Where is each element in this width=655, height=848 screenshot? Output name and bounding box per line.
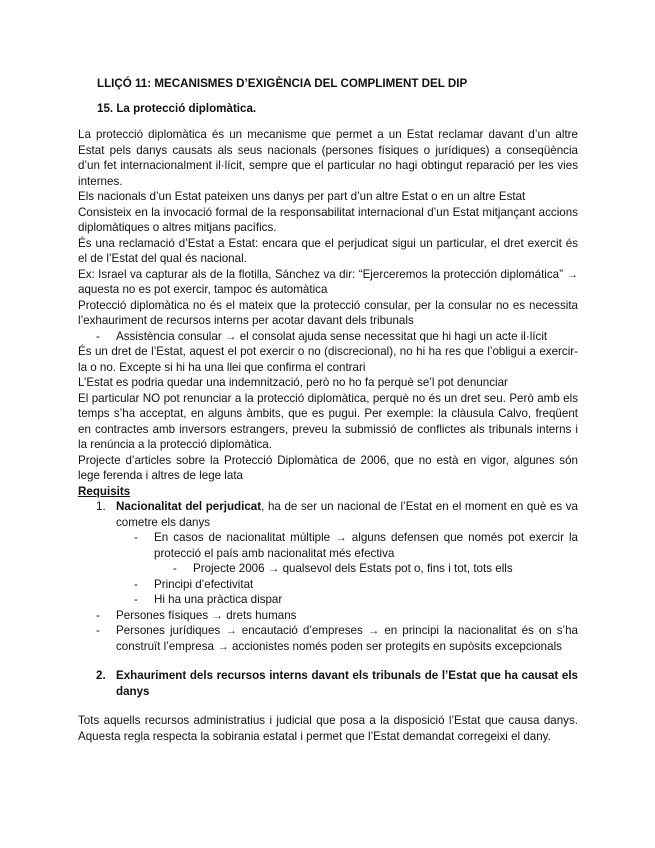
list-item (134, 592, 578, 608)
list-item (134, 577, 578, 593)
dash-marker: - (96, 624, 100, 637)
list-item-rest: , ha de ser un nacional de l’Estat en el moment en què es va cometre els danys (116, 500, 578, 529)
list-item (134, 530, 578, 561)
list-item-text: En casos de nacionalitat múltiple → alguns defensen que només pot exercir la protecció el país amb nacionalitat més efectiva (154, 531, 578, 560)
list-item-text: Persones jurídiques → encautació d’empreses → en principi la nacionalitat és on s’ha construït l’empresa → accionistes només poden ser protegits en supòsits excepcionals (116, 624, 578, 653)
paragraph: L’Estat es podria quedar una indemnització, però no ho fa perquè se’l pot denunciar (78, 376, 508, 389)
list-number: 2. (96, 669, 106, 682)
dash-marker: - (96, 608, 100, 622)
paragraph: Projecte d’articles sobre la Protecció Diplomàtica de 2006, que no està en vigor, algunes són lege ferenda i altres de lege lata (78, 453, 578, 482)
list-item-text: Hi ha una pràctica dispar (154, 593, 283, 606)
list-item-text: Assistència consular → el consolat ajuda sense necessitat que hi hagi un acte il·lícit (116, 329, 548, 343)
list-item (96, 668, 578, 699)
requisits-heading: Requisits (78, 484, 131, 498)
paragraph: Ex: Israel va capturar als de la flotilla, Sánchez va dir: “Ejerceremos la protección diplomática” → aquesta no es pot exercir, tampoc és automàtica (78, 267, 578, 296)
paragraph: Consisteix en la invocació formal de la responsabilitat internacional d’un Estat mitjançant accions diplomàtiques o altres mitjans pacífics. (78, 205, 578, 234)
dash-marker: - (134, 577, 138, 591)
list-item-bold: Nacionalitat del perjudicat (116, 500, 262, 513)
paragraph: És un dret de l’Estat, aquest el pot exercir o no (discrecional), no hi ha res que l’obligui a exercir-la o no. Excepte si hi ha una llei que confirma el contrari (78, 345, 578, 374)
list-item-text (116, 499, 578, 530)
lesson-title: LLIÇÓ 11: MECANISMES D’EXIGÈNCIA DEL COMPLIMENT DEL DIP (97, 77, 468, 90)
section-title: 15. La protecció diplomàtica. (97, 101, 257, 115)
dash-marker: - (134, 593, 138, 606)
paragraph: Protecció diplomàtica no és el mateix que la protecció consular, per la consular no es necessita l’exhauriment de recursos interns per acotar davant dels tribunals (78, 298, 578, 327)
paragraph: La protecció diplomàtica és un mecanisme que permet a un Estat reclamar davant d’un altre Estat pels danys causats als seus nacionals (persones físiques o jurídiques) a conseqüència d’un fet internacionalment il·lícit, sempre que el particular no hagi obtingut reparació per les vies internes. (78, 128, 578, 188)
paragraph: Els nacionals d’un Estat pateixen uns danys per part d’un altre Estat o en un altre Estat (78, 190, 526, 203)
list-item (173, 561, 578, 577)
dash-marker: - (96, 329, 100, 343)
list-item (96, 499, 578, 530)
dash-marker: - (134, 531, 138, 544)
list-item (96, 608, 578, 624)
list-item-text: Exhauriment dels recursos interns davant els tribunals de l’Estat que ha causat els danys (116, 669, 578, 698)
document-page (78, 76, 578, 744)
dash-marker: - (173, 562, 177, 575)
list-item-text: Principi d’efectivitat (154, 577, 254, 591)
list-item-text: Projecte 2006 → qualsevol dels Estats pot o, fins i tot, tots ells (193, 562, 513, 575)
list-number: 1. (96, 500, 106, 513)
list-item-text: Persones físiques → drets humans (116, 608, 297, 622)
paragraph: El particular NO pot renunciar a la protecció diplomàtica, perquè no és un dret seu. Però amb els temps s’ha acceptat, en alguns àmbits, que es pugui. Per exemple: la clàusula Calvo, freqüent en contractes amb inversors estrangers, preveu la submissió de conflictes als tribunals interns i la renúncia a la protecció diplomàtica. (78, 391, 578, 451)
list-item (96, 329, 578, 345)
list-item (96, 623, 578, 654)
paragraph: És una reclamació d’Estat a Estat: encara que el perjudicat sigui un particular, el dret exercit és el de l’Estat del qual és nacional. (78, 236, 578, 265)
closing-paragraph: Tots aquells recursos administratius i judicial que posa a la disposició l’Estat que causa danys. Aquesta regla respecta la sobirania estatal i permet que l’Estat demandat corregeixi el dany. (78, 714, 578, 743)
